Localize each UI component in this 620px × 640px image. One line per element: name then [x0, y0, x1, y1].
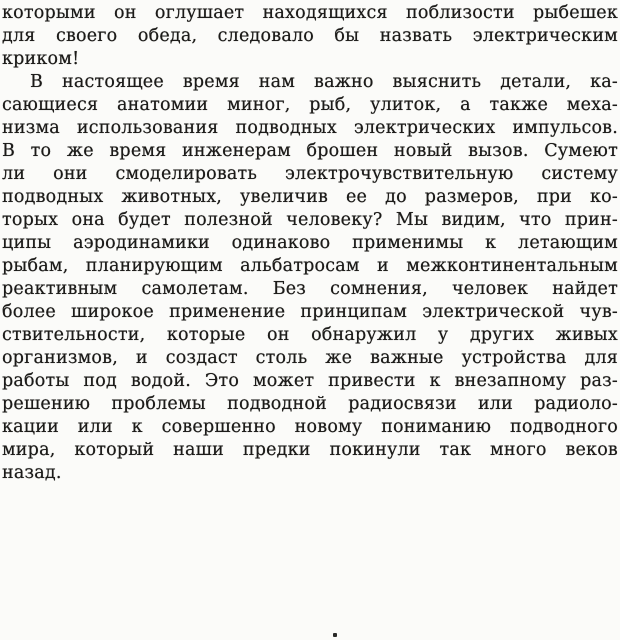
text-line: низма использования подводных электрических импульсов.	[2, 118, 618, 138]
text-line: торых она будет полезной человеку? Мы видим, что прин-	[2, 210, 618, 230]
text-line: ли они смоделировать электрочувствительную систему	[2, 164, 618, 184]
text-line: организмов, и создаст столь же важные устройства для	[2, 348, 618, 368]
text-line: решению проблемы подводной радиосвязи или радиоло-	[2, 394, 618, 414]
text-line: более широкое применение принципам электрической чув-	[2, 302, 618, 322]
text-line: сающиеся анатомии миног, рыб, улиток, а также меха-	[2, 95, 618, 115]
text-line: криком!	[2, 49, 80, 69]
text-line: кации или к совершенно новому пониманию подводного	[2, 417, 618, 437]
text-line: реактивным самолетам. Без сомнения, человек найдет	[2, 279, 618, 299]
text-line: подводных животных, увеличив ее до размеров, при ко-	[2, 187, 618, 207]
text-line: работы под водой. Это может привести к внезапному раз-	[2, 371, 618, 391]
text-line: В то же время инженерам брошен новый вызов. Сумеют	[2, 141, 618, 161]
text-line: рыбам, планирующим альбатросам и межконтинентальным	[2, 256, 618, 276]
text-line: мира, который наши предки покинули так много веков	[2, 440, 618, 460]
text-line: ципы аэродинамики одинаково применимы к летающим	[2, 233, 618, 253]
ink-speck	[333, 633, 337, 637]
text-line: для своего обеда, следовало бы назвать электрическим	[2, 26, 618, 46]
text-line: ствительности, которые он обнаружил у других живых	[2, 325, 618, 345]
text-line: В настоящее время нам важно выяснить детали, ка-	[30, 72, 618, 92]
text-line: которыми он оглушает находящихся поблизости рыбешек	[2, 3, 618, 23]
text-line: назад.	[2, 463, 62, 483]
